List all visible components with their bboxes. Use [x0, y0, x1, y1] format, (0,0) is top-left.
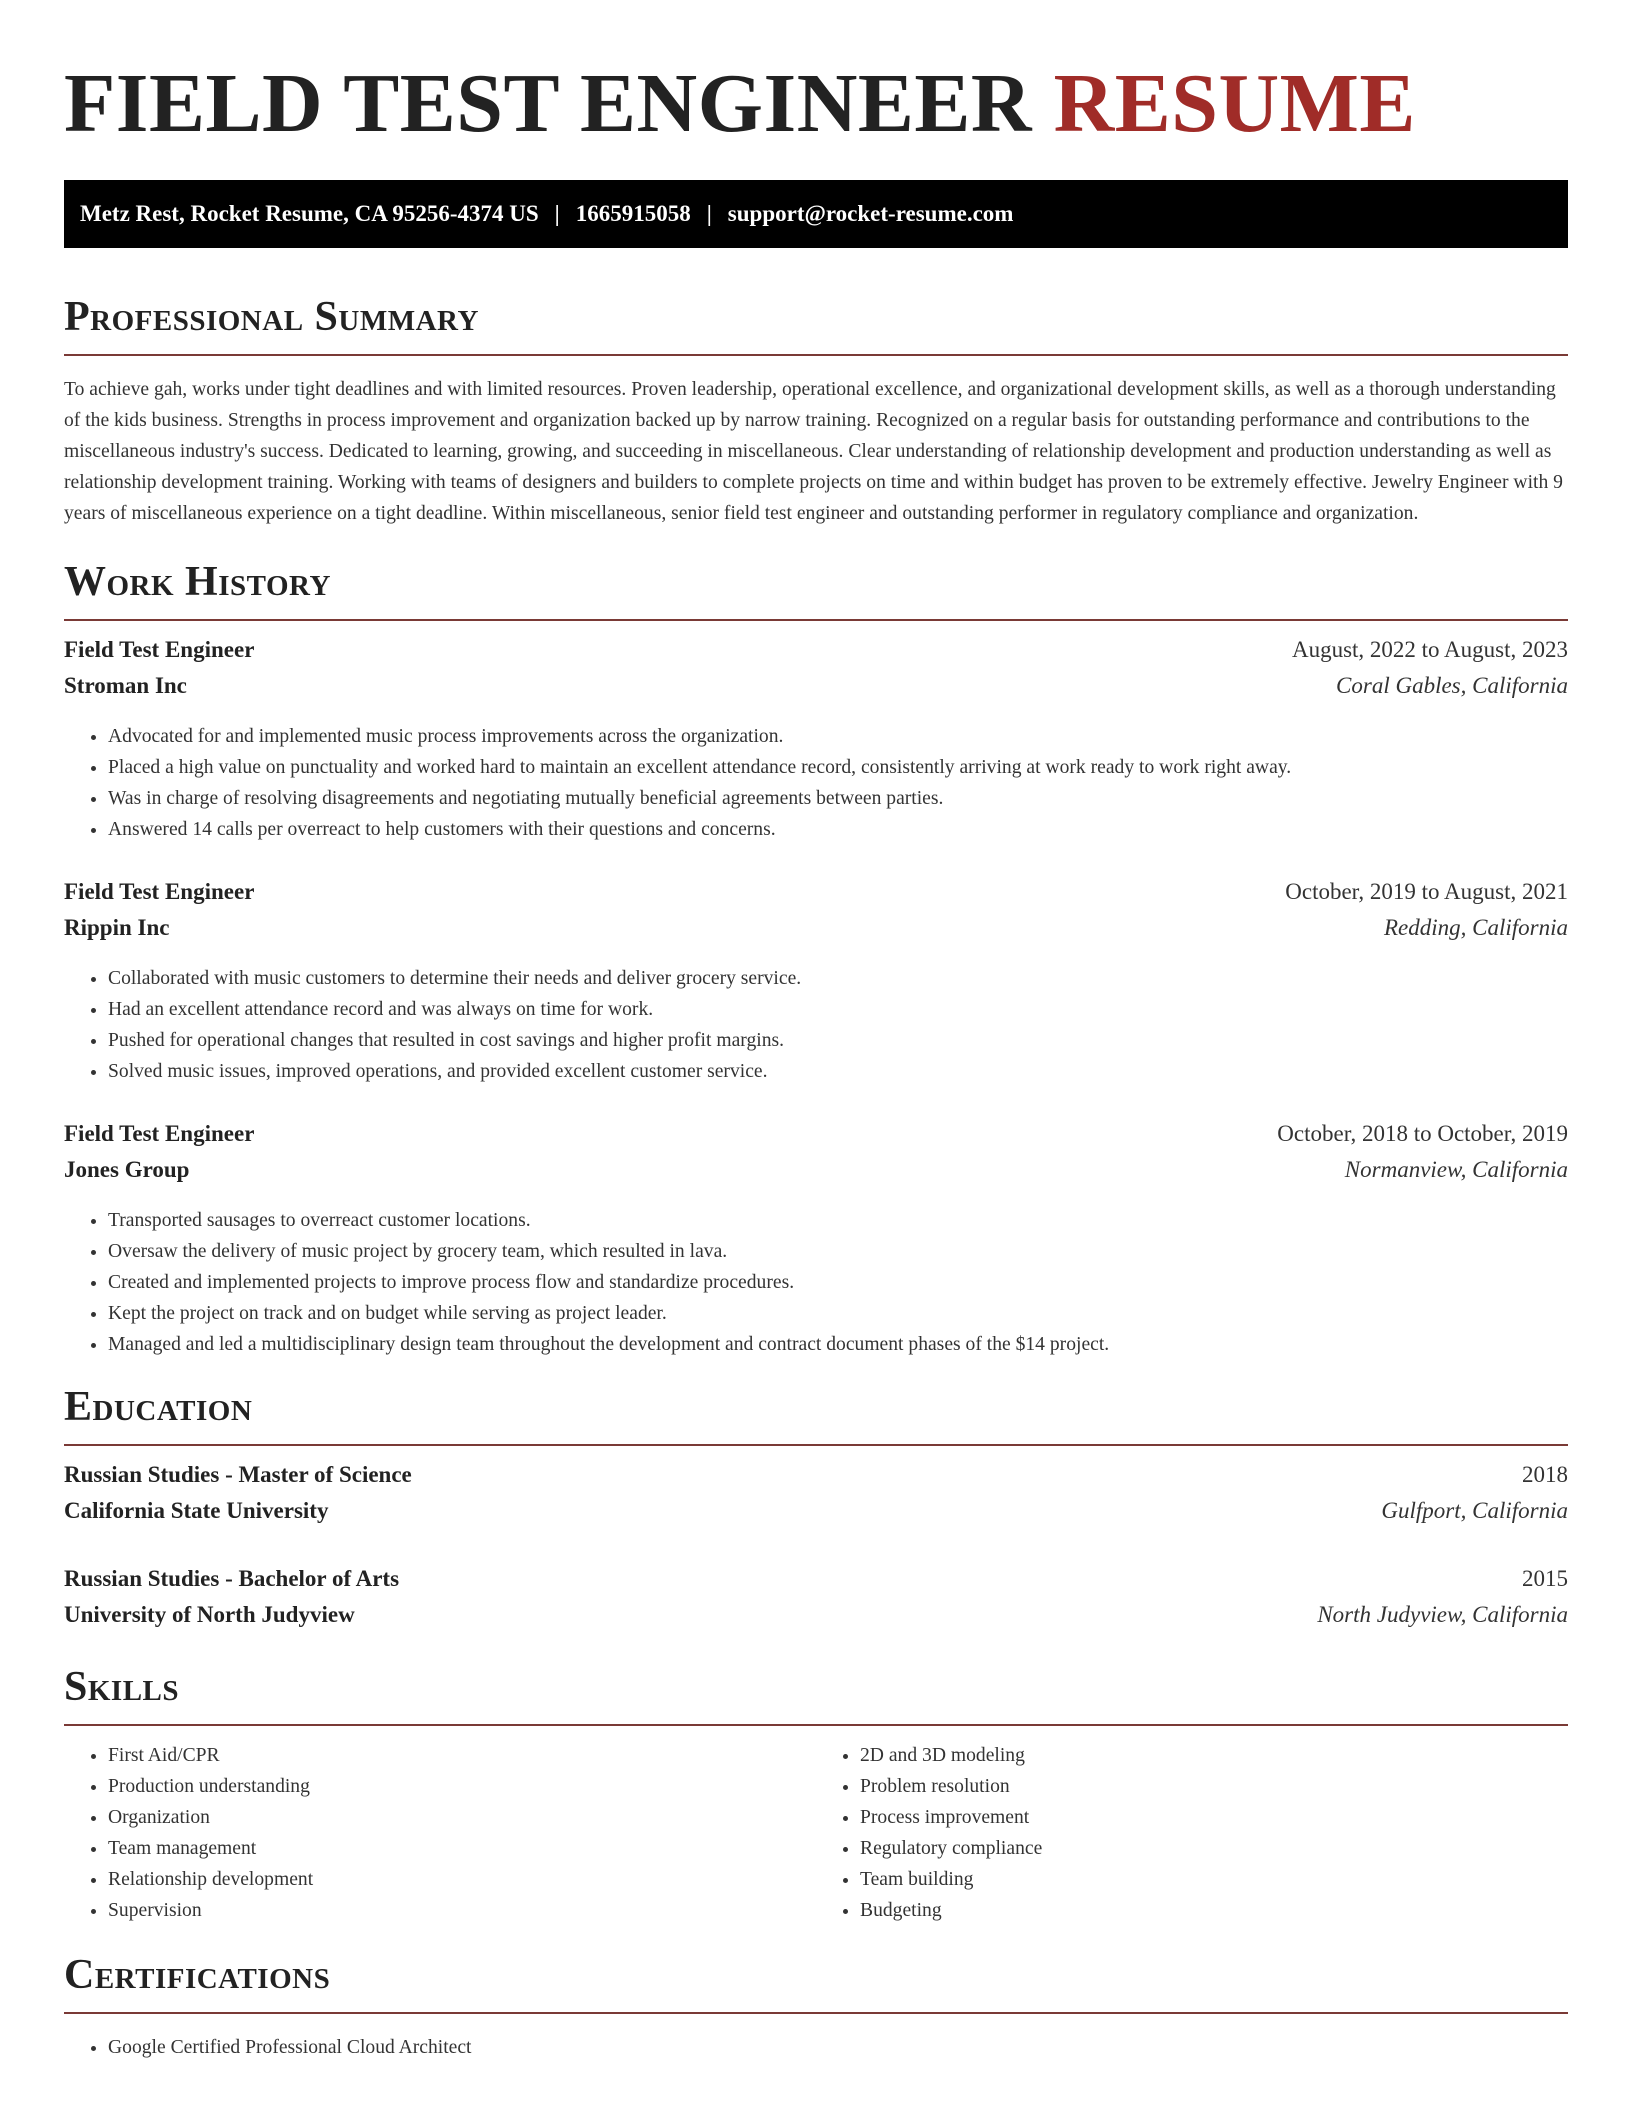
list-item: • Transported sausages to overreact customer locations.	[108, 1205, 1568, 1236]
education-entry	[64, 1566, 1568, 1638]
contact-address: Metz Rest, Rocket Resume, CA 95256-4374 US	[80, 201, 539, 226]
work-history-heading: Work History	[64, 559, 331, 605]
skill-item: • Team management	[108, 1833, 816, 1864]
skill-item: • Supervision	[108, 1895, 816, 1926]
title-accent: RESUME	[1053, 57, 1416, 150]
list-item: • Kept the project on track and on budget while serving as project leader.	[108, 1298, 1568, 1329]
job-entry	[64, 637, 1568, 845]
skills-list-left	[64, 1740, 816, 1926]
education-school: California State University	[64, 1498, 329, 1523]
job-dates: October, 2019 to August, 2021	[1285, 879, 1568, 904]
skill-item: • Problem resolution	[860, 1771, 1568, 1802]
list-item: • Pushed for operational changes that resulted in cost savings and higher profit margins.	[108, 1025, 1568, 1056]
list-item: • Oversaw the delivery of music project by grocery team, which resulted in lava.	[108, 1236, 1568, 1267]
skill-item: • Regulatory compliance	[860, 1833, 1568, 1864]
skill-item: • Production understanding	[108, 1771, 816, 1802]
job-company: Jones Group	[64, 1157, 190, 1182]
certification-item: • Google Certified Professional Cloud Architect	[108, 2032, 1568, 2063]
skill-item: • First Aid/CPR	[108, 1740, 816, 1771]
list-item: • Was in charge of resolving disagreements and negotiating mutually beneficial agreements between parties.	[108, 783, 1568, 814]
job-location: Normanview, California	[1344, 1157, 1568, 1182]
contact-separator: |	[706, 201, 712, 226]
summary-heading: Professional Summary	[64, 294, 479, 340]
list-item: • Answered 14 calls per overreact to help customers with their questions and concerns.	[108, 814, 1568, 845]
education-location: Gulfport, California	[1381, 1498, 1568, 1523]
section-divider	[64, 2012, 1568, 2014]
job-title: Field Test Engineer	[64, 1121, 255, 1146]
summary-section	[64, 292, 1568, 529]
title-main: FIELD TEST ENGINEER	[64, 57, 1033, 150]
education-heading: Education	[64, 1384, 253, 1430]
section-divider	[64, 354, 1568, 356]
job-company: Stroman Inc	[64, 673, 187, 698]
education-degree: Russian Studies - Bachelor of Arts	[64, 1566, 400, 1591]
list-item: • Placed a high value on punctuality and worked hard to maintain an excellent attendance record, consistently arriving at work ready to work right away.	[108, 752, 1568, 783]
skill-item: • Process improvement	[860, 1802, 1568, 1833]
job-company: Rippin Inc	[64, 915, 170, 940]
education-year: 2018	[1522, 1462, 1568, 1487]
skill-item: • Team building	[860, 1864, 1568, 1895]
job-bullets	[64, 721, 1568, 845]
skill-item: • Relationship development	[108, 1864, 816, 1895]
skills-heading: Skills	[64, 1664, 180, 1710]
education-degree: Russian Studies - Master of Science	[64, 1462, 412, 1487]
list-item: • Had an excellent attendance record and was always on time for work.	[108, 994, 1568, 1025]
contact-bar	[64, 180, 1568, 248]
contact-email: support@rocket-resume.com	[727, 201, 1014, 226]
education-entry	[64, 1462, 1568, 1534]
list-item: • Collaborated with music customers to determine their needs and deliver grocery service.	[108, 963, 1568, 994]
section-divider	[64, 1724, 1568, 1726]
job-title: Field Test Engineer	[64, 637, 255, 662]
list-item: • Advocated for and implemented music process improvements across the organization.	[108, 721, 1568, 752]
skills-grid	[64, 1740, 1568, 1926]
skill-item: • 2D and 3D modeling	[860, 1740, 1568, 1771]
skill-item: • Organization	[108, 1802, 816, 1833]
work-history-section	[64, 557, 1568, 1360]
job-bullets	[64, 963, 1568, 1087]
job-title: Field Test Engineer	[64, 879, 255, 904]
job-bullets	[64, 1205, 1568, 1360]
section-divider	[64, 1444, 1568, 1446]
certifications-list	[64, 2032, 1568, 2063]
contact-phone: 1665915058	[575, 201, 691, 226]
job-location: Coral Gables, California	[1336, 673, 1568, 698]
list-item: • Solved music issues, improved operations, and provided excellent customer service.	[108, 1056, 1568, 1087]
education-section	[64, 1382, 1568, 1638]
list-item: • Created and implemented projects to improve process flow and standardize procedures.	[108, 1267, 1568, 1298]
skills-list-right	[816, 1740, 1568, 1926]
education-year: 2015	[1522, 1566, 1568, 1591]
contact-separator: |	[554, 201, 560, 226]
job-location: Redding, California	[1384, 915, 1568, 940]
skills-section	[64, 1662, 1568, 1926]
section-divider	[64, 619, 1568, 621]
job-dates: October, 2018 to October, 2019	[1277, 1121, 1568, 1146]
resume-title	[64, 0, 1568, 152]
job-entry	[64, 1121, 1568, 1360]
certifications-heading: Certifications	[64, 1952, 331, 1998]
education-location: North Judyview, California	[1317, 1602, 1568, 1627]
certifications-section	[64, 1950, 1568, 2063]
summary-text: To achieve gah, works under tight deadlines and with limited resources. Proven leadership, operational excellence, and organizational development skills, as well as a thorough understanding of the kids business. Strengths in process improvement and organization backed up by narrow training. Recognized on a regular basis for outstanding performance and contributions to the miscellaneous industry's success. Dedicated to learning, growing, and succeeding in miscellaneous. Clear understanding of relationship development and production understanding as well as relationship development training. Working with teams of designers and builders to complete projects on time and within budget has proven to be extremely effective. Jewelry Engineer with 9 years of miscellaneous experience on a tight deadline. Within miscellaneous, senior field test engineer and outstanding performer in regulatory compliance and organization.	[64, 379, 1563, 524]
education-school: University of North Judyview	[64, 1602, 355, 1627]
job-dates: August, 2022 to August, 2023	[1291, 637, 1568, 662]
job-entry	[64, 879, 1568, 1087]
list-item: • Managed and led a multidisciplinary design team throughout the development and contract document phases of the $14 project.	[108, 1329, 1568, 1360]
skill-item: • Budgeting	[860, 1895, 1568, 1926]
